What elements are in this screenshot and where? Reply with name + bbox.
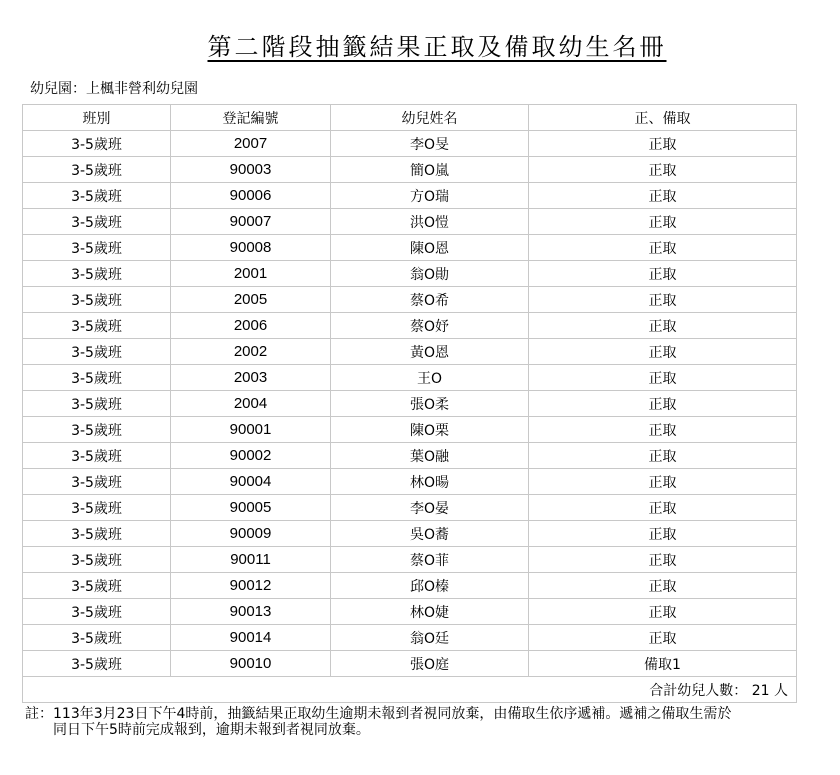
cell-child-name: 陳O栗 xyxy=(331,417,529,443)
kindergarten-label: 幼兒園：上楓非營利幼兒園 xyxy=(30,81,198,97)
table-row xyxy=(23,599,797,625)
table-row xyxy=(23,235,797,261)
cell-registration-number: 90010 xyxy=(171,651,331,677)
table-row xyxy=(23,157,797,183)
column-header-class: 班別 xyxy=(23,105,171,131)
cell-child-name: 王O xyxy=(331,365,529,391)
cell-registration-number: 2001 xyxy=(171,261,331,287)
cell-class: 3-5歲班 xyxy=(23,131,171,157)
cell-admission-status: 正取 xyxy=(529,547,797,573)
cell-child-name: 李O旻 xyxy=(331,131,529,157)
cell-child-name: 翁O勛 xyxy=(331,261,529,287)
footnote xyxy=(25,706,805,738)
cell-class: 3-5歲班 xyxy=(23,599,171,625)
cell-registration-number: 90002 xyxy=(171,443,331,469)
cell-admission-status: 正取 xyxy=(529,313,797,339)
total-unit: 人 xyxy=(774,682,788,699)
cell-class: 3-5歲班 xyxy=(23,365,171,391)
total-row xyxy=(23,677,797,703)
cell-class: 3-5歲班 xyxy=(23,157,171,183)
cell-class: 3-5歲班 xyxy=(23,391,171,417)
total-cell xyxy=(23,677,797,703)
table-row xyxy=(23,391,797,417)
table-row xyxy=(23,287,797,313)
cell-registration-number: 90001 xyxy=(171,417,331,443)
table-row xyxy=(23,469,797,495)
cell-admission-status: 正取 xyxy=(529,235,797,261)
column-header-admission-status: 正、備取 xyxy=(529,105,797,131)
cell-admission-status: 正取 xyxy=(529,443,797,469)
cell-class: 3-5歲班 xyxy=(23,417,171,443)
cell-child-name: 葉O融 xyxy=(331,443,529,469)
cell-class: 3-5歲班 xyxy=(23,261,171,287)
total-label: 合計幼兒人數： xyxy=(649,682,748,699)
cell-admission-status: 正取 xyxy=(529,287,797,313)
cell-admission-status: 正取 xyxy=(529,365,797,391)
cell-child-name: 邱O榛 xyxy=(331,573,529,599)
column-header-registration-number: 登記編號 xyxy=(171,105,331,131)
cell-registration-number: 90007 xyxy=(171,209,331,235)
page-title: 第二階段抽籤結果正取及備取幼生名冊 xyxy=(207,33,667,61)
cell-registration-number: 90006 xyxy=(171,183,331,209)
cell-admission-status: 正取 xyxy=(529,183,797,209)
cell-registration-number: 2007 xyxy=(171,131,331,157)
cell-class: 3-5歲班 xyxy=(23,521,171,547)
cell-registration-number: 2002 xyxy=(171,339,331,365)
table-header-row xyxy=(23,105,797,131)
cell-child-name: 簡O嵐 xyxy=(331,157,529,183)
cell-admission-status: 正取 xyxy=(529,599,797,625)
cell-registration-number: 2006 xyxy=(171,313,331,339)
cell-child-name: 方O瑞 xyxy=(331,183,529,209)
cell-registration-number: 90003 xyxy=(171,157,331,183)
table-row xyxy=(23,443,797,469)
footnote-line-2: 同日下午5時前完成報到，逾期未報到者視同放棄。 xyxy=(53,722,370,738)
table-row xyxy=(23,573,797,599)
cell-registration-number: 90004 xyxy=(171,469,331,495)
cell-child-name: 陳O恩 xyxy=(331,235,529,261)
table-row xyxy=(23,495,797,521)
cell-class: 3-5歲班 xyxy=(23,443,171,469)
cell-registration-number: 90008 xyxy=(171,235,331,261)
cell-class: 3-5歲班 xyxy=(23,235,171,261)
column-header-child-name: 幼兒姓名 xyxy=(331,105,529,131)
roster-table xyxy=(22,104,797,703)
cell-admission-status: 正取 xyxy=(529,469,797,495)
cell-admission-status: 正取 xyxy=(529,391,797,417)
cell-admission-status: 正取 xyxy=(529,209,797,235)
table-row xyxy=(23,365,797,391)
cell-child-name: 李O晏 xyxy=(331,495,529,521)
cell-child-name: 蔡O菲 xyxy=(331,547,529,573)
cell-registration-number: 90011 xyxy=(171,547,331,573)
cell-registration-number: 2005 xyxy=(171,287,331,313)
footnote-line-1: 註：113年3月23日下午4時前，抽籤結果正取幼生逾期未報到者視同放棄，由備取生依序遞補。遞補之備取生需於 xyxy=(25,706,732,722)
cell-registration-number: 90013 xyxy=(171,599,331,625)
cell-class: 3-5歲班 xyxy=(23,625,171,651)
cell-class: 3-5歲班 xyxy=(23,573,171,599)
total-value: 21 xyxy=(751,682,770,699)
table-row xyxy=(23,261,797,287)
cell-class: 3-5歲班 xyxy=(23,469,171,495)
table-row xyxy=(23,339,797,365)
cell-class: 3-5歲班 xyxy=(23,495,171,521)
cell-class: 3-5歲班 xyxy=(23,651,171,677)
cell-class: 3-5歲班 xyxy=(23,183,171,209)
cell-child-name: 蔡O妤 xyxy=(331,313,529,339)
cell-admission-status: 正取 xyxy=(529,417,797,443)
cell-class: 3-5歲班 xyxy=(23,339,171,365)
cell-child-name: 黃O恩 xyxy=(331,339,529,365)
cell-admission-status: 正取 xyxy=(529,157,797,183)
cell-class: 3-5歲班 xyxy=(23,209,171,235)
cell-class: 3-5歲班 xyxy=(23,313,171,339)
table-row xyxy=(23,521,797,547)
table-row xyxy=(23,625,797,651)
cell-registration-number: 90005 xyxy=(171,495,331,521)
cell-child-name: 蔡O希 xyxy=(331,287,529,313)
cell-child-name: 林O暘 xyxy=(331,469,529,495)
cell-admission-status: 備取1 xyxy=(529,651,797,677)
cell-admission-status: 正取 xyxy=(529,495,797,521)
roster-body xyxy=(23,131,797,677)
cell-admission-status: 正取 xyxy=(529,131,797,157)
cell-child-name: 張O庭 xyxy=(331,651,529,677)
cell-admission-status: 正取 xyxy=(529,625,797,651)
cell-registration-number: 90012 xyxy=(171,573,331,599)
table-row xyxy=(23,417,797,443)
cell-child-name: 吳O蕎 xyxy=(331,521,529,547)
table-row xyxy=(23,547,797,573)
cell-class: 3-5歲班 xyxy=(23,547,171,573)
cell-admission-status: 正取 xyxy=(529,521,797,547)
cell-registration-number: 2003 xyxy=(171,365,331,391)
table-row xyxy=(23,131,797,157)
cell-registration-number: 2004 xyxy=(171,391,331,417)
cell-admission-status: 正取 xyxy=(529,573,797,599)
cell-class: 3-5歲班 xyxy=(23,287,171,313)
cell-child-name: 翁O廷 xyxy=(331,625,529,651)
cell-child-name: 張O柔 xyxy=(331,391,529,417)
table-row xyxy=(23,651,797,677)
cell-child-name: 林O婕 xyxy=(331,599,529,625)
cell-registration-number: 90014 xyxy=(171,625,331,651)
cell-child-name: 洪O愷 xyxy=(331,209,529,235)
cell-admission-status: 正取 xyxy=(529,261,797,287)
cell-admission-status: 正取 xyxy=(529,339,797,365)
table-row xyxy=(23,209,797,235)
table-row xyxy=(23,313,797,339)
cell-registration-number: 90009 xyxy=(171,521,331,547)
table-row xyxy=(23,183,797,209)
